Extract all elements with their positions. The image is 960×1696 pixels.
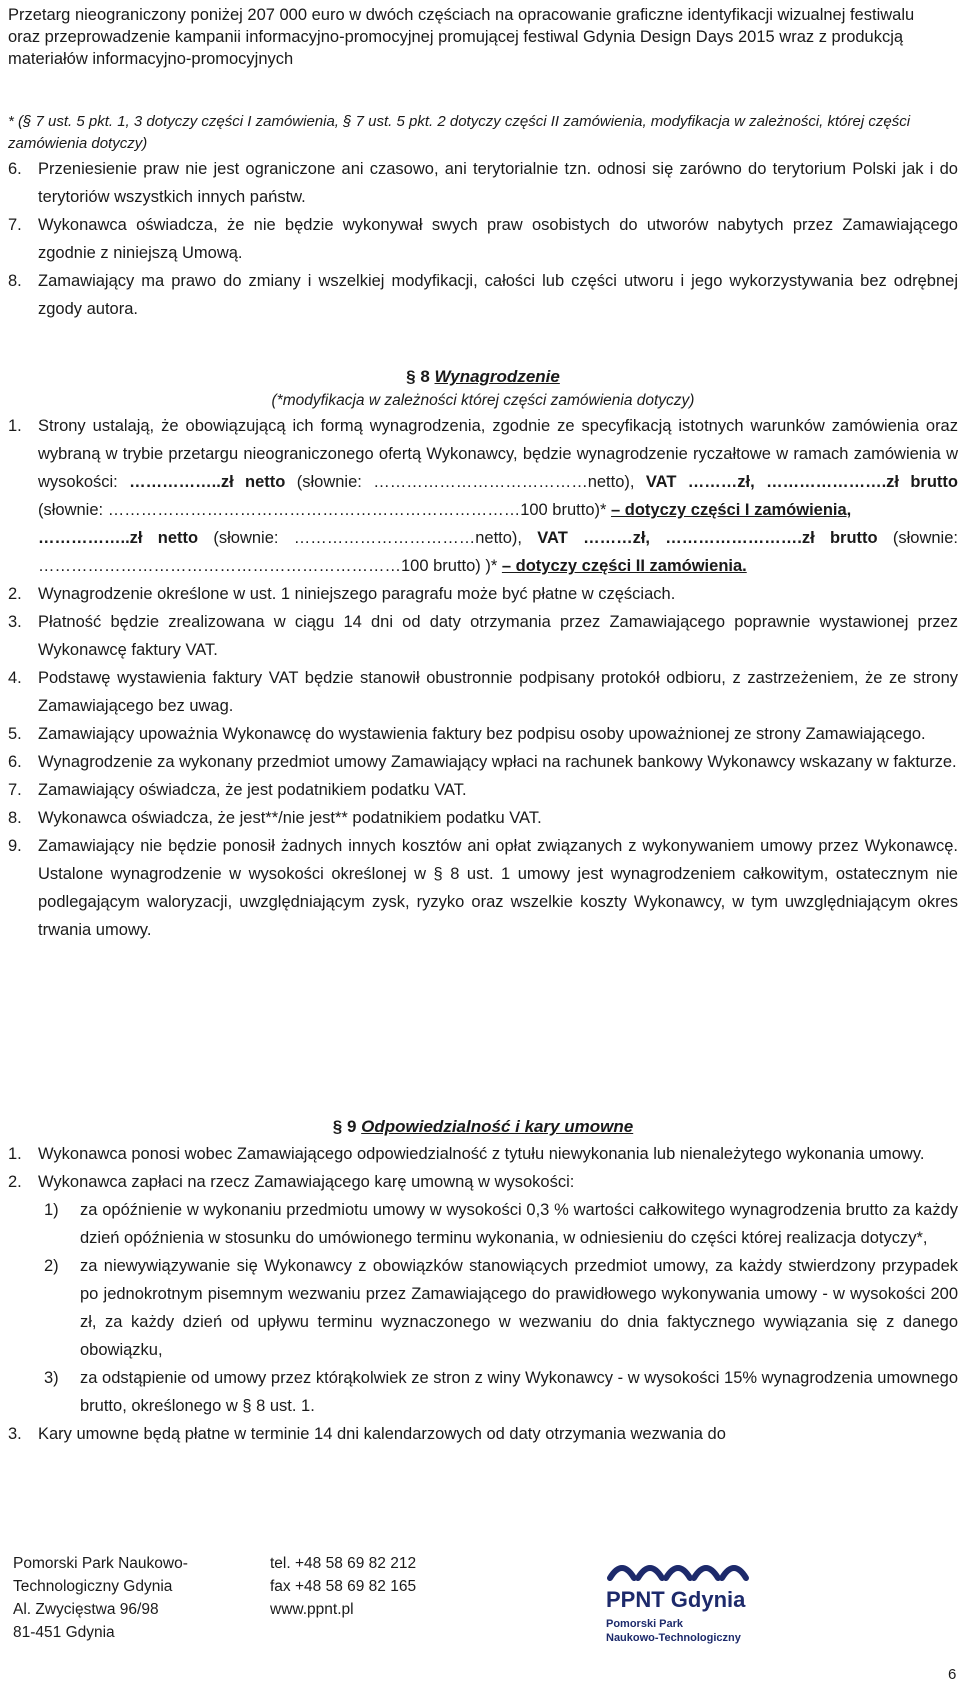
footnote-parts: * (§ 7 ust. 5 pkt. 1, 3 dotyczy części I zamówienia, § 7 ust. 5 pkt. 2 dotyczy części II zamówienia, modyfikacja w zależności, której części zamówienia dotyczy) [8, 113, 911, 152]
list-item: 4. Podstawę wystawienia faktury VAT będzie stanowił obustronnie podpisany protokół odbioru, z zastrzeżeniem, że ze strony Zamawiającego bez uwag. [8, 669, 958, 715]
footer-contact: tel. +48 58 69 82 212 fax +48 58 69 82 165 www.ppnt.pl [270, 1552, 416, 1621]
section-9 [8, 1114, 958, 1448]
list-item: 6. Wynagrodzenie za wykonany przedmiot umowy Zamawiający wpłaci na rachunek bankowy Wykonawcy wskazany w fakturze. [8, 753, 957, 771]
list-item: 8. Wykonawca oświadcza, że jest**/nie jest** podatnikiem podatku VAT. [8, 809, 542, 827]
header-line: oraz przeprowadzenie kampanii informacyjno-promocyjnej promującej festiwal Gdynia Design Days 2015 wraz z produkcją [8, 28, 904, 46]
header-line: Przetarg nieograniczony poniżej 207 000 euro w dwóch częściach na opracowanie graficzne identyfikacji wizualnej festiwalu [8, 6, 915, 24]
section-7-continued [8, 155, 958, 323]
sub-list-item: 3) za odstąpienie od umowy przez którąkolwiek ze stron z winy Wykonawcy - w wysokości 15% wynagrodzenia umownego brutto, określonego w § 8 ust. 1. [44, 1369, 958, 1415]
sub-list-item: 2) za niewywiązywanie się Wykonawcy z obowiązków stanowiących przedmiot umowy, za każdy stwierdzony przypadek po jednokrotnym pisemnym wezwaniu przez Zamawiającego do prawidłowego wykonywania umowy - w wysokości 200 zł, za każdy dzień od upływu terminu wyznaczonego w wezwaniu do dnia faktycznego wywiązania się z danego obowiązku, [44, 1257, 958, 1359]
list-item: 3. Kary umowne będą płatne w terminie 14 dni kalendarzowych od daty otrzymania wezwania do [8, 1425, 726, 1443]
ppnt-logo [606, 1550, 776, 1650]
list-item: 6. Przeniesienie praw nie jest ograniczone ani czasowo, ani terytorialnie tzn. odnosi się zarówno do terytorium Polski jak i do terytoriów wszystkich innych państw. [8, 160, 958, 206]
sub-list-item: 1) za opóźnienie w wykonaniu przedmiotu umowy w wysokości 0,3 % wartości całkowitego wynagrodzenia brutto za każdy dzień opóźnienia w stosunku do umówionego terminu wykonania, w odniesieniu do części której realizacja dotyczy*, [44, 1201, 958, 1247]
list-item: 7. Zamawiający oświadcza, że jest podatnikiem podatku VAT. [8, 781, 467, 799]
website-link[interactable]: www.ppnt.pl [270, 1601, 354, 1618]
page-header [8, 0, 958, 70]
logo-subtitle: Naukowo-Technologiczny [606, 1632, 741, 1644]
list-item: 9. Zamawiający nie będzie ponosił żadnych innych kosztów ani opłat związanych z wykonywaniem umowy przez Wykonawcę. Ustalone wynagrodzenie w wysokości określonej w § 8 ust. 1 umowy jest wynagrodzeniem całkowitym, ostatecznym nie podlegającym waloryzacji, uwzględniającym zysk, ryzyko oraz wszelkie koszty Wykonawcy, w tym uwzględniającym okres trwania umowy. [8, 837, 958, 939]
list-item: 1. Wykonawca ponosi wobec Zamawiającego odpowiedzialność z tytułu niewykonania lub nienależytego wykonania umowy. [8, 1145, 925, 1163]
section-heading: § 9 Odpowiedzialność i kary umowne [332, 1117, 634, 1136]
logo-subtitle: Pomorski Park [606, 1618, 684, 1630]
list-item: 2. Wykonawca zapłaci na rzecz Zamawiającego karę umowną w wysokości: [8, 1173, 575, 1191]
list-item: 8. Zamawiający ma prawo do zmiany i wszelkiej modyfikacji, całości lub części utworu i jego wykorzystywania bez odrębnej zgody autora. [8, 272, 958, 318]
section-subheading: (*modyfikacja w zależności której części zamówienia dotyczy) [271, 392, 695, 409]
list-item: 3. Płatność będzie zrealizowana w ciągu 14 dni od daty otrzymania przez Zamawiającego poprawnie wystawionej przez Wykonawcę faktury VAT. [8, 613, 958, 659]
section-heading: § 8 Wynagrodzenie [406, 367, 560, 386]
section-8 [8, 364, 958, 944]
logo-title: PPNT Gdynia [606, 1587, 746, 1612]
list-item: 7. Wykonawca oświadcza, że nie będzie wykonywał swych praw osobistych do utworów nabytych przez Zamawiającego zgodnie z niniejszą Umową. [8, 216, 958, 262]
list-item: 5. Zamawiający upoważnia Wykonawcę do wystawienia faktury bez podpisu osoby upoważnionej ze strony Zamawiającego. [8, 725, 926, 743]
list-item: 1. Strony ustalają, że obowiązującą ich formą wynagrodzenia, zgodnie ze specyfikacją istotnych warunków zamówienia oraz wybraną w trybie przetargu nieograniczonego ofertą Wykonawcy, będzie wynagrodzenie ryczałtowe w ramach zamówienia w wysokości: ……………..zł netto (słownie: …………………………………netto), VAT ………zł, ………………….zł brutto (słownie: …………………………………………………………………100 brutto)* – dotyczy części I zamówienia, ……………..zł netto (słownie: ……………………………netto), VAT ………zł, …………………….zł brutto (słownie: …………………………………………………………100 brutto) )* – dotyczy części II zamówienia. [8, 417, 958, 575]
footer-address: Pomorski Park Naukowo- Technologiczny Gdynia Al. Zwycięstwa 96/98 81-451 Gdynia [13, 1555, 188, 1641]
document-page [8, 0, 960, 1696]
list-item: 2. Wynagrodzenie określone w ust. 1 niniejszego paragrafu może być płatne w częściach. [8, 585, 676, 603]
page-number: 6 [948, 1666, 957, 1683]
header-line: materiałów informacyjno-promocyjnych [8, 50, 294, 68]
